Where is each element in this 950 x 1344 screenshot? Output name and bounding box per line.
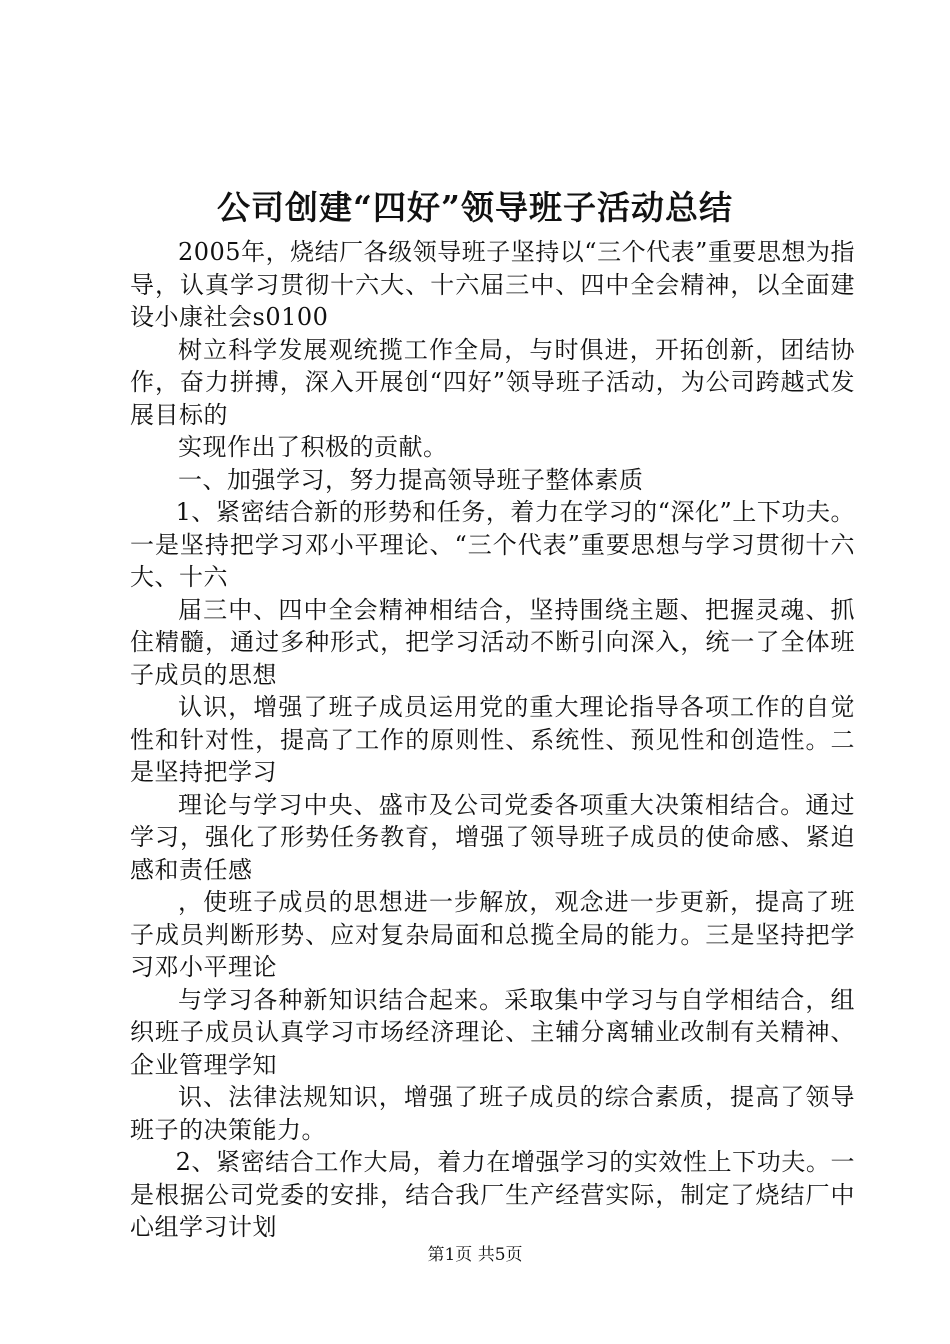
paragraph-5: 1、紧密结合新的形势和任务，着力在学习的“深化”上下功夫。一是坚持把学习邓小平理论、“三个代表”重要思想与学习贯彻十六大、十六 bbox=[130, 498, 855, 591]
paragraph-12: 2、紧密结合工作大局，着力在增强学习的实效性上下功夫。一是根据公司党委的安排，结合我厂生产经营实际，制定了烧结厂中心组学习计划 bbox=[130, 1148, 855, 1241]
paragraph-7: 认识，增强了班子成员运用党的重大理论指导各项工作的自觉性和针对性，提高了工作的原则性、系统性、预见性和创造性。二是坚持把学习 bbox=[130, 693, 855, 786]
paragraph-8: 理论与学习中央、盛市及公司党委各项重大决策相结合。通过学习，强化了形势任务教育，增强了领导班子成员的使命感、紧迫感和责任感 bbox=[130, 790, 855, 884]
page-footer: 第1页 共5页 bbox=[427, 1245, 523, 1265]
paragraph-1: 2005年，烧结厂各级领导班子坚持以“三个代表”重要思想为指导，认真学习贯彻十六大、十六届三中、四中全会精神，以全面建设小康社会s0100 bbox=[130, 238, 855, 331]
paragraph-3: 实现作出了积极的贡献。 bbox=[178, 433, 448, 461]
document-title: 公司创建“四好”领导班子活动总结 bbox=[217, 188, 733, 227]
document-body bbox=[130, 236, 855, 1244]
paragraph-9: ，使班子成员的思想进一步解放，观念进一步更新，提高了班子成员判断形势、应对复杂局面和总揽全局的能力。三是坚持把学习邓小平理论 bbox=[130, 888, 855, 981]
paragraph-6: 届三中、四中全会精神相结合，坚持围绕主题、把握灵魂、抓住精髓，通过多种形式，把学习活动不断引向深入，统一了全体班子成员的思想 bbox=[130, 595, 855, 689]
paragraph-2: 树立科学发展观统揽工作全局，与时俱进，开拓创新，团结协作，奋力拼搏，深入开展创“四好”领导班子活动，为公司跨越式发展目标的 bbox=[130, 335, 855, 429]
section-heading-1: 一、加强学习，努力提高领导班子整体素质 bbox=[178, 465, 644, 494]
paragraph-10: 与学习各种新知识结合起来。采取集中学习与自学相结合，组织班子成员认真学习市场经济理论、主辅分离辅业改制有关精神、企业管理学知 bbox=[130, 985, 855, 1079]
paragraph-11: 识、法律法规知识，增强了班子成员的综合素质，提高了领导班子的决策能力。 bbox=[130, 1083, 855, 1144]
